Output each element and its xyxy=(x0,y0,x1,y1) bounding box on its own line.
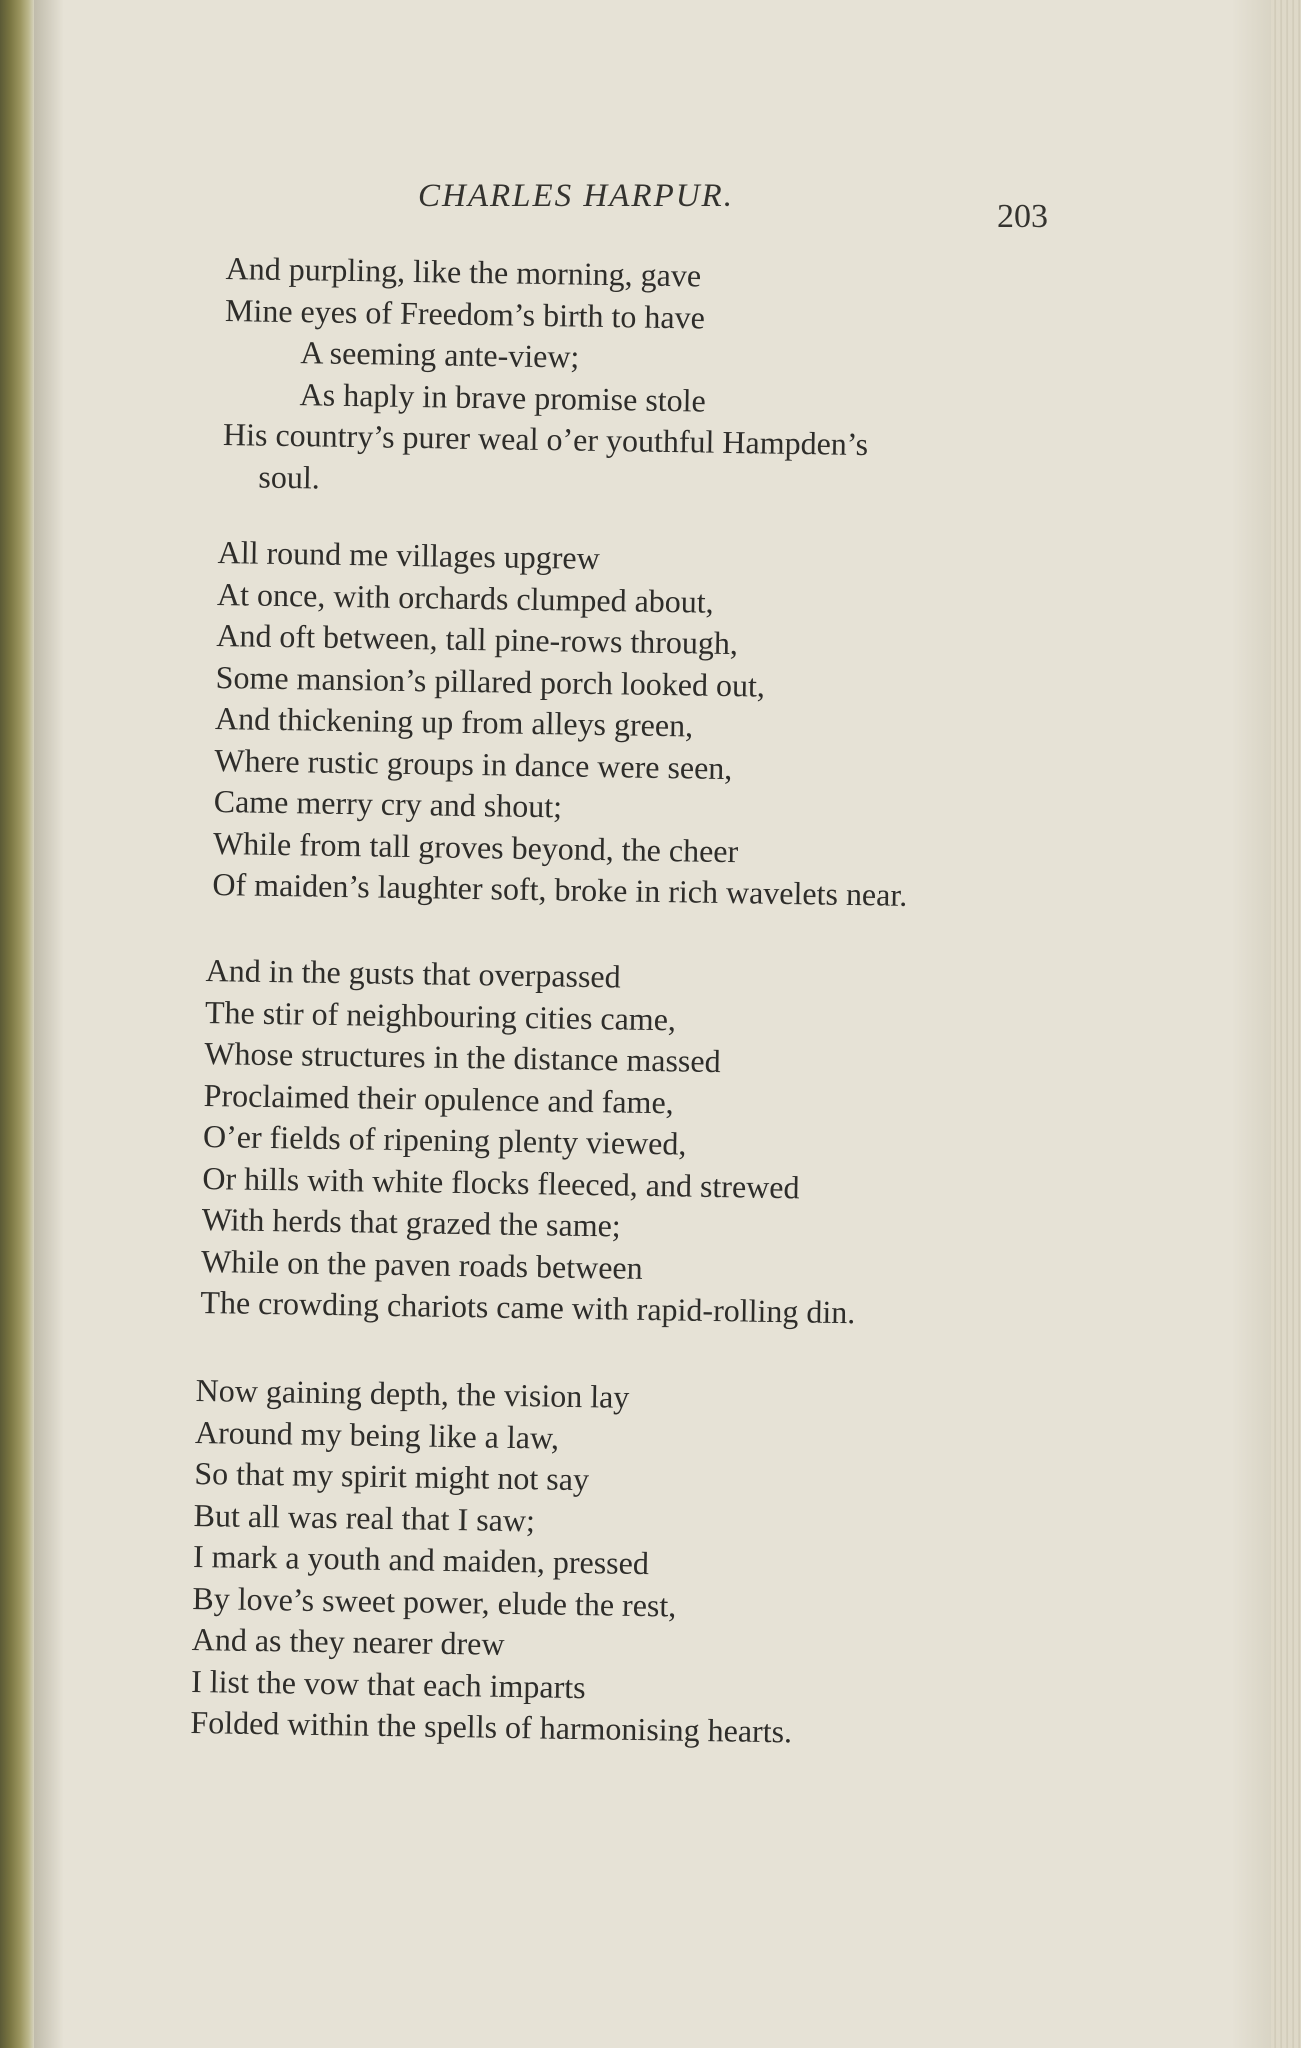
poem-line: Or hills with white flocks fleeced, and strewed xyxy=(202,1159,800,1205)
poem-line: While on the paven roads between xyxy=(200,1242,643,1286)
poem-line: All round me villages upgrew xyxy=(217,533,601,576)
running-head: CHARLES HARPUR. xyxy=(418,178,734,214)
poem-line: I mark a youth and maiden, pressed xyxy=(192,1537,650,1582)
poem-line: At once, with orchards clumped about, xyxy=(216,575,715,620)
poem-line: Where rustic groups in dance were seen, xyxy=(214,741,733,786)
stanza xyxy=(212,532,913,916)
poem-line: With herds that grazed the same; xyxy=(201,1200,622,1244)
book-binding xyxy=(0,0,34,2048)
page-number: 203 xyxy=(997,198,1048,235)
poem-line: So that my spirit might not say xyxy=(194,1454,590,1498)
poem-line: But all was real that I saw; xyxy=(193,1496,536,1538)
gutter-shadow xyxy=(34,0,64,2048)
poem-line: Around my being like a law, xyxy=(194,1413,560,1456)
poem-line: Folded within the spells of harmonising hearts. xyxy=(190,1703,793,1750)
poem-line: His country’s purer weal o’er youthful Hampden’s xyxy=(222,415,869,463)
page-edge-shadow xyxy=(1231,0,1271,2048)
poem-line: Mine eyes of Freedom’s birth to have xyxy=(224,291,706,336)
poem-line: The stir of neighbouring cities came, xyxy=(204,993,677,1037)
poem-line: Came merry cry and shout; xyxy=(213,782,563,825)
poem-line: By love’s sweet power, elude the rest, xyxy=(192,1579,677,1624)
stanza xyxy=(222,248,871,507)
poem-line: Now gaining depth, the vision lay xyxy=(195,1371,630,1415)
stanza xyxy=(190,1370,797,1753)
poem-line-turnover: soul. xyxy=(258,458,321,495)
poem-line: The crowding chariots came with rapid-rolling din. xyxy=(200,1283,856,1331)
poem-line: And purpling, like the morning, gave xyxy=(225,249,702,294)
poem-line: And as they nearer drew xyxy=(191,1620,505,1662)
poem-line: And thickening up from alleys green, xyxy=(214,699,694,744)
page-edges xyxy=(1271,0,1301,2048)
poem-line: As haply in brave promise stole xyxy=(299,375,707,419)
poem-line: And in the gusts that overpassed xyxy=(205,951,621,995)
poem-line: Some mansion’s pillared porch looked out, xyxy=(215,658,766,704)
poem-line: Whose structures in the distance massed xyxy=(204,1034,721,1080)
poem-line: O’er fields of ripening plenty viewed, xyxy=(202,1117,687,1162)
poem-line: While from tall groves beyond, the cheer xyxy=(212,824,739,869)
poem-line: A seeming ante-view; xyxy=(300,334,580,375)
poem-line: I list the vow that each imparts xyxy=(190,1662,586,1705)
poem-line: And oft between, tall pine-rows through, xyxy=(216,616,739,662)
poem-line: Of maiden’s laughter soft, broke in rich wavelets near. xyxy=(212,865,908,913)
poem-line: Proclaimed their opulence and fame, xyxy=(203,1076,674,1120)
stanza xyxy=(200,950,861,1334)
